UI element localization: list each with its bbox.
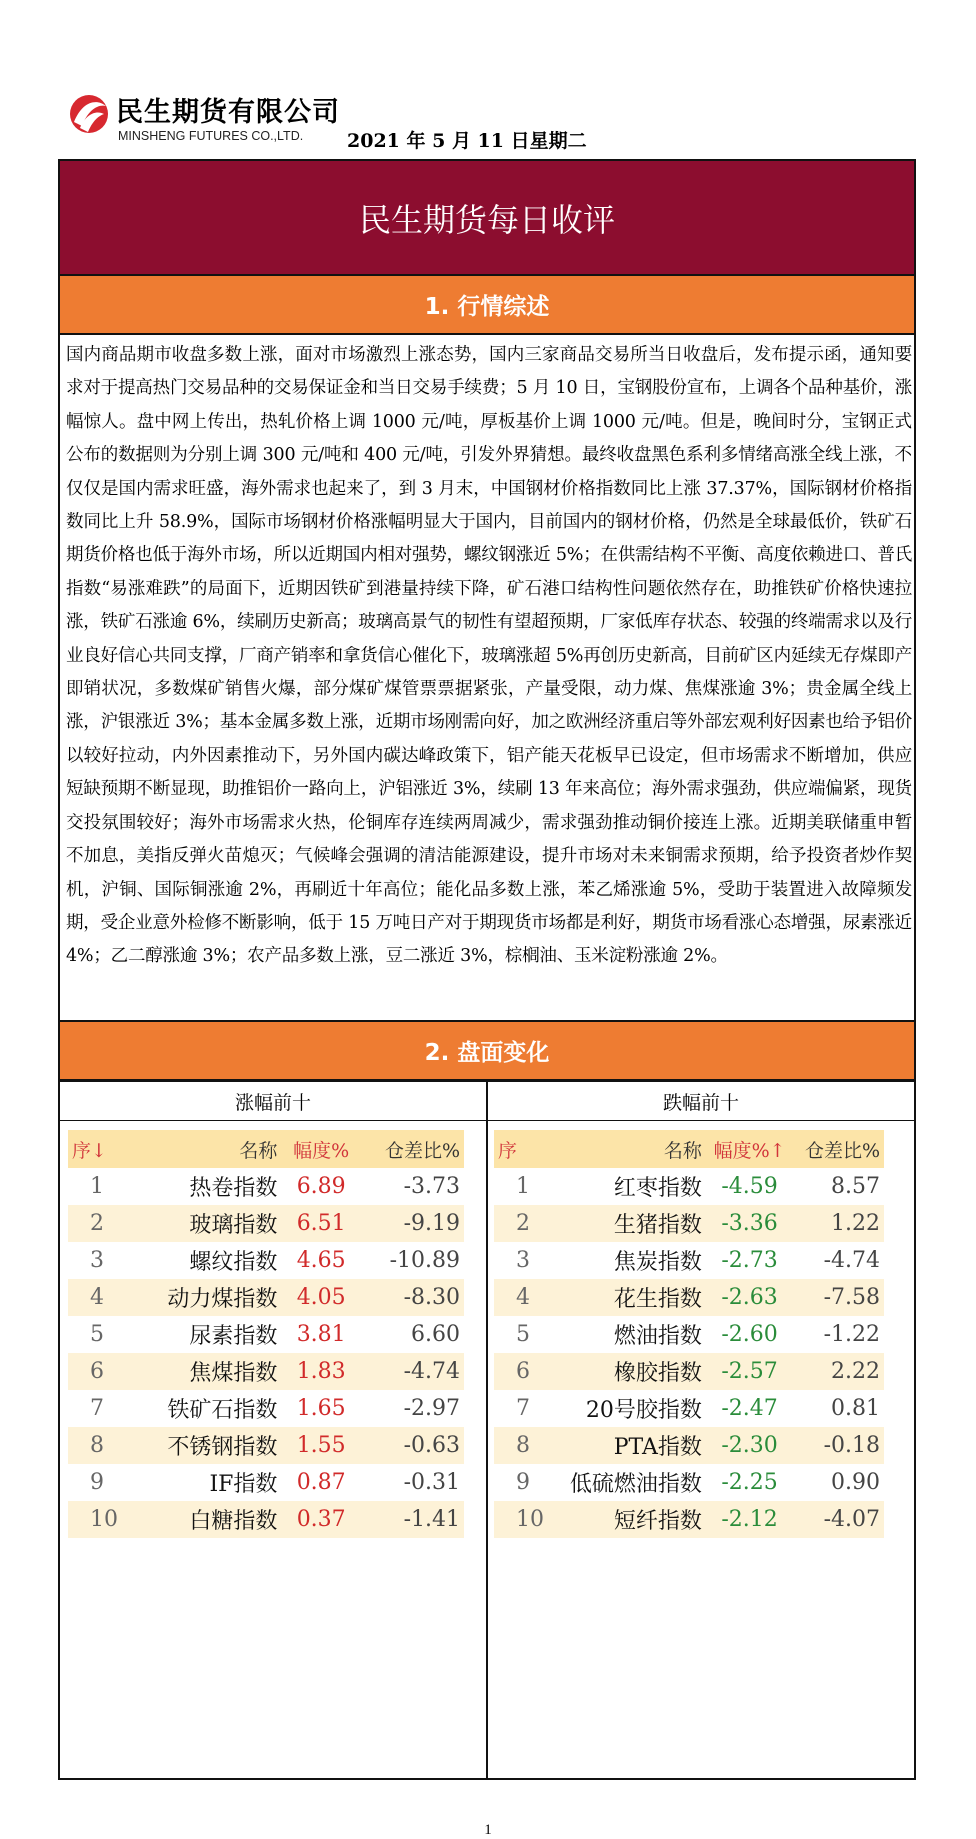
cell-ratio: -8.30 [361, 1279, 464, 1316]
cell-name: 动力煤指数 [135, 1279, 281, 1316]
cell-seq: 6 [68, 1353, 135, 1390]
top-losers-panel [488, 1081, 914, 1780]
top-losers-table [494, 1130, 884, 1538]
cell-name: 红枣指数 [613, 1176, 702, 1201]
cell-change: 6.51 [281, 1205, 360, 1242]
cell-seq: 5 [90, 1322, 104, 1347]
cell-seq: 5 [516, 1322, 530, 1347]
table-row [494, 1427, 884, 1464]
document-header [68, 88, 768, 152]
cell-seq: 9 [516, 1470, 530, 1495]
cell-name: 热卷指数 [189, 1176, 278, 1201]
cell-seq: 2 [68, 1205, 135, 1242]
cell-change: -2.25 [721, 1470, 778, 1495]
table-row [68, 1168, 464, 1205]
cell-change: 3.81 [296, 1322, 346, 1347]
cell-ratio: -3.73 [403, 1174, 460, 1199]
cell-change: -3.36 [706, 1205, 793, 1242]
cell-name: 20号胶指数 [585, 1398, 702, 1423]
column-header-seq[interactable]: 序↓ [68, 1130, 135, 1168]
cell-name: 短纤指数 [553, 1501, 706, 1538]
column-header-change[interactable]: 幅度% [281, 1130, 360, 1168]
cell-name: IF指数 [209, 1472, 278, 1497]
cell-seq: 7 [90, 1396, 104, 1421]
report-date: 2021 年 5 月 11 日星期二 [347, 130, 587, 152]
cell-ratio: -2.97 [403, 1396, 460, 1421]
cell-name: 花生指数 [553, 1279, 706, 1316]
cell-ratio: 0.81 [831, 1396, 880, 1421]
cell-ratio: -1.41 [361, 1501, 464, 1538]
top-gainers-title: 涨幅前十 [60, 1082, 486, 1121]
minsheng-logo-icon [68, 92, 110, 136]
cell-change: 1.83 [281, 1353, 360, 1390]
table-row [494, 1242, 884, 1279]
table-header-row [68, 1130, 464, 1168]
cell-seq: 7 [516, 1396, 530, 1421]
cell-seq: 4 [494, 1279, 553, 1316]
table-row [68, 1427, 464, 1464]
cell-ratio: -4.07 [793, 1501, 884, 1538]
cell-change: 1.65 [296, 1396, 346, 1421]
table-row [68, 1242, 464, 1279]
cell-seq: 10 [68, 1501, 135, 1538]
cell-seq: 3 [90, 1248, 104, 1273]
top-gainers-panel [60, 1081, 488, 1780]
section-heading-market-changes: 2. 盘面变化 [60, 1020, 914, 1081]
page-number: 1 [484, 1822, 492, 1838]
cell-ratio: -0.18 [793, 1427, 884, 1464]
cell-seq: 1 [516, 1174, 530, 1199]
table-row [68, 1279, 464, 1316]
column-header-name[interactable]: 名称 [553, 1130, 706, 1168]
cell-ratio: 2.22 [793, 1353, 884, 1390]
cell-change: -2.63 [706, 1279, 793, 1316]
cell-change: -4.59 [721, 1174, 778, 1199]
table-row [494, 1279, 884, 1316]
cell-ratio: -4.74 [823, 1248, 880, 1273]
cell-name: 橡胶指数 [553, 1353, 706, 1390]
table-row [494, 1464, 884, 1501]
cell-name: 生猪指数 [553, 1205, 706, 1242]
cell-ratio: 1.22 [793, 1205, 884, 1242]
top-gainers-table [68, 1130, 464, 1538]
table-row [494, 1501, 884, 1538]
cell-seq: 10 [494, 1501, 553, 1538]
cell-change: 4.65 [296, 1248, 346, 1273]
company-name-en: MINSHENG FUTURES CO.,LTD. [118, 129, 304, 143]
cell-ratio: -9.19 [361, 1205, 464, 1242]
table-row [68, 1464, 464, 1501]
cell-change: 0.37 [281, 1501, 360, 1538]
cell-name: 焦炭指数 [613, 1250, 702, 1275]
table-row [68, 1390, 464, 1427]
cell-ratio: -0.31 [403, 1470, 460, 1495]
cell-ratio: 6.60 [411, 1322, 460, 1347]
cell-change: 4.05 [281, 1279, 360, 1316]
cell-change: 6.89 [296, 1174, 346, 1199]
cell-change: -2.30 [706, 1427, 793, 1464]
cell-name: 铁矿石指数 [167, 1398, 278, 1423]
column-header-name[interactable]: 名称 [135, 1130, 281, 1168]
cell-ratio: -10.89 [389, 1248, 460, 1273]
table-header-row [494, 1130, 884, 1168]
table-row [68, 1316, 464, 1353]
cell-change: 1.55 [281, 1427, 360, 1464]
table-row [68, 1205, 464, 1242]
report-title: 民生期货每日收评 [60, 161, 914, 274]
market-overview-text: 国内商品期市收盘多数上涨，面对市场激烈上涨态势，国内三家商品交易所当日收盘后，发布提示函，通知要求对于提高热门交易品种的交易保证金和当日交易手续费；5 月 10 日，宝钢股份宣布，上调各个品种基价，涨幅惊人。盘中网上传出，热轧价格上调 1000 元/吨，厚板基价上调 1000 元/吨。但是，晚间时分，宝钢正式公布的数据则为分别上调 300 元/吨和 400 元/吨，引发外界猜想。最终收盘黑色系利多情绪高涨全线上涨，不仅仅是国内需求旺盛，海外需求也起来了，到 3 月末，中国钢材价格指数同比上涨 37.37%，国际钢材价格指数同比上升 58.9%，国际市场钢材价格涨幅明显大于国内，目前国内的钢材价格，仍然是全球最低价，铁矿石期货价格也低于海外市场，所以近期国内相对强势，螺纹钢涨近 5%；在供需结构不平衡、高度依赖进口、普氏指数“易涨难跌”的局面下，近期因铁矿到港量持续下降，矿石港口结构性问题依然存在，助推铁矿价格快速拉涨，铁矿石涨逾 6%，续刷历史新高；玻璃高景气的韧性有望超预期，厂家低库存状态、较强的终端需求以及行业良好信心共同支撑，厂商产销率和拿货信心催化下，玻璃涨超 5%再创历史新高，目前矿区内延续无存煤即产即销状况，多数煤矿销售火爆，部分煤矿煤管票票据紧张，产量受限，动力煤、焦煤涨逾 3%；贵金属全线上涨，沪银涨近 3%；基本金属多数上涨，近期市场刚需向好，加之欧洲经济重启等外部宏观利好因素也给予铝价以较好拉动，内外因素推动下，另外国内碳达峰政策下，铝产能天花板早已设定，但市场需求不断增加，供应短缺预期不断显现，助推铝价一路向上，沪铝涨近 3%，续刷 13 年来高位；海外需求强劲，供应端偏紧，现货交投氛围较好；海外市场需求火热，伦铜库存连续两周减少，需求强劲推动铜价接连上涨。近期美联储重申暂不加息，美指反弹火苗熄灭；气候峰会强调的清洁能源建设，提升市场对未来铜需求预期，给予投资者炒作契机，沪铜、国际铜涨逾 2%，再刷近十年高位；能化品多数上涨，苯乙烯涨逾 5%，受助于装置进入故障频发期，受企业意外检修不断影响，低于 15 万吨日产对于期现货市场都是利好，期货市场看涨心态增强，尿素涨近 4%；乙二醇涨逾 3%；农产品多数上涨，豆二涨近 3%，棕榈油、玉米淀粉涨逾 2%。 [66, 345, 912, 967]
cell-change: -2.57 [706, 1353, 793, 1390]
cell-name: 螺纹指数 [189, 1250, 278, 1275]
cell-seq: 6 [494, 1353, 553, 1390]
section-heading-market-overview: 1. 行情综述 [60, 274, 914, 335]
cell-change: -2.73 [721, 1248, 778, 1273]
column-header-ratio[interactable]: 仓差比% [793, 1130, 884, 1168]
table-row [494, 1205, 884, 1242]
cell-ratio: -0.63 [361, 1427, 464, 1464]
cell-name: 低硫燃油指数 [569, 1472, 702, 1497]
table-row [494, 1390, 884, 1427]
table-row [68, 1501, 464, 1538]
cell-seq: 3 [516, 1248, 530, 1273]
cell-name: 尿素指数 [189, 1324, 278, 1349]
cell-name: 燃油指数 [613, 1324, 702, 1349]
column-header-change[interactable]: 幅度%↑ [706, 1130, 793, 1168]
table-row [494, 1316, 884, 1353]
column-header-ratio[interactable]: 仓差比% [361, 1130, 464, 1168]
cell-change: -2.47 [721, 1396, 778, 1421]
cell-change: -2.12 [706, 1501, 793, 1538]
cell-seq: 8 [494, 1427, 553, 1464]
cell-change: 0.87 [296, 1470, 346, 1495]
cell-name: 不锈钢指数 [135, 1427, 281, 1464]
table-row [68, 1353, 464, 1390]
cell-ratio: -4.74 [361, 1353, 464, 1390]
cell-name: PTA指数 [553, 1427, 706, 1464]
cell-name: 焦煤指数 [135, 1353, 281, 1390]
table-row [494, 1168, 884, 1205]
cell-ratio: -7.58 [793, 1279, 884, 1316]
column-header-seq[interactable]: 序 [494, 1130, 553, 1168]
table-row [494, 1353, 884, 1390]
cell-seq: 1 [90, 1174, 104, 1199]
cell-ratio: -1.22 [823, 1322, 880, 1347]
cell-seq: 4 [68, 1279, 135, 1316]
cell-seq: 2 [494, 1205, 553, 1242]
cell-name: 玻璃指数 [135, 1205, 281, 1242]
cell-ratio: 0.90 [831, 1470, 880, 1495]
cell-change: -2.60 [721, 1322, 778, 1347]
cell-seq: 8 [68, 1427, 135, 1464]
top-losers-title: 跌幅前十 [488, 1082, 914, 1121]
cell-ratio: 8.57 [831, 1174, 880, 1199]
company-name-cn: 民生期货有限公司 [116, 97, 340, 128]
cell-name: 白糖指数 [135, 1501, 281, 1538]
cell-seq: 9 [90, 1470, 104, 1495]
